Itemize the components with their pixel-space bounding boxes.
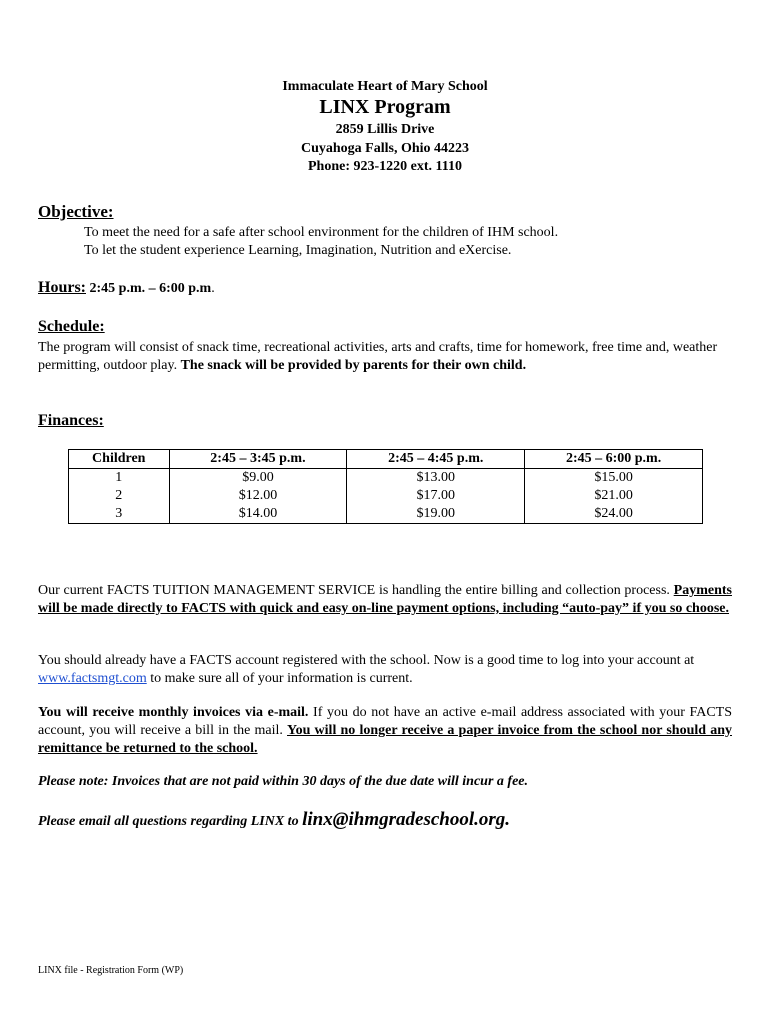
schedule-heading: Schedule:	[38, 318, 105, 335]
hours-row	[38, 279, 215, 297]
hours-value: 2:45 p.m. – 6:00 p.m	[89, 281, 212, 296]
table-row	[69, 487, 703, 505]
schedule-text	[38, 339, 738, 375]
table-header-row	[69, 450, 703, 469]
table-cell: $24.00	[525, 505, 703, 524]
hours-label: Hours:	[38, 279, 86, 296]
table-cell: $15.00	[525, 469, 703, 488]
page-title: LINX Program	[319, 96, 451, 118]
account-text: You should already have a FACTS account registered with the school. Now is a good time to log into your account at	[38, 653, 695, 668]
hours-suffix: .	[211, 281, 215, 296]
billing-paragraph-3	[38, 704, 732, 758]
objective-line-2: To let the student experience Learning, Imagination, Nutrition and eXercise.	[84, 243, 512, 258]
phone-number: Phone: 923-1220 ext. 1110	[308, 159, 462, 174]
address-line-2: Cuyahoga Falls, Ohio 44223	[300, 141, 470, 156]
column-header: Children	[69, 450, 170, 469]
column-header: 2:45 – 6:00 p.m.	[525, 450, 703, 469]
address-line-1: 2859 Lillis Drive	[335, 122, 435, 137]
no-paper-invoice-text: You will no longer receive a paper invoice from the school nor should any remittance be returned to the school.	[38, 723, 732, 756]
table-cell: $9.00	[169, 469, 347, 488]
objective-line-1: To meet the need for a safe after school environment for the children of IHM school.	[84, 225, 559, 240]
footer-text: LINX file - Registration Form (WP)	[38, 965, 184, 976]
contact-email: linx@ihmgradeschool.org.	[302, 809, 511, 830]
schedule-snack-note: The snack will be provided by parents for their own child.	[180, 358, 527, 373]
finances-heading: Finances:	[38, 412, 104, 429]
table-cell: $21.00	[525, 487, 703, 505]
column-header: 2:45 – 3:45 p.m.	[169, 450, 347, 469]
billing-paragraph-2	[38, 652, 732, 688]
late-fee-note: Please note: Invoices that are not paid within 30 days of the due date will incur a fee.	[38, 774, 528, 789]
table-cell: $17.00	[347, 487, 525, 505]
questions-text: Please email all questions regarding LINX to	[38, 814, 303, 829]
table-cell: 3	[69, 505, 170, 524]
invoice-mail-text: If you do not have an active e-mail address associated with your FACTS account, you will receive a bill in the mail.	[38, 705, 733, 738]
table-cell: 2	[69, 487, 170, 505]
objective-heading: Objective:	[38, 202, 114, 221]
table-cell: $14.00	[169, 505, 347, 524]
column-header: 2:45 – 4:45 p.m.	[347, 450, 525, 469]
facts-website-link[interactable]: www.factsmgt.com	[38, 671, 147, 686]
billing-service-text: Our current FACTS TUITION MANAGEMENT SERVICE is handling the entire billing and collection process.	[38, 583, 674, 598]
table-row	[69, 469, 703, 488]
finances-table	[68, 449, 703, 524]
table-row	[69, 505, 703, 524]
table-cell: $12.00	[169, 487, 347, 505]
school-name: Immaculate Heart of Mary School	[282, 79, 488, 94]
table-cell: 1	[69, 469, 170, 488]
schedule-description: The program will consist of snack time, recreational activities, arts and crafts, time for homework, free time and, weather permitting, outdoor play.	[38, 340, 718, 373]
table-cell: $19.00	[347, 505, 525, 524]
billing-paragraph-1	[38, 582, 732, 618]
payment-options-text: Payments will be made directly to FACTS with quick and easy on-line payment options, including “auto-pay” if you so choose.	[38, 583, 732, 616]
invoice-email-text: You will receive monthly invoices via e-mail.	[38, 705, 309, 720]
account-text-after: to make sure all of your information is current.	[146, 671, 413, 686]
table-cell: $13.00	[347, 469, 525, 488]
questions-line	[38, 811, 732, 831]
